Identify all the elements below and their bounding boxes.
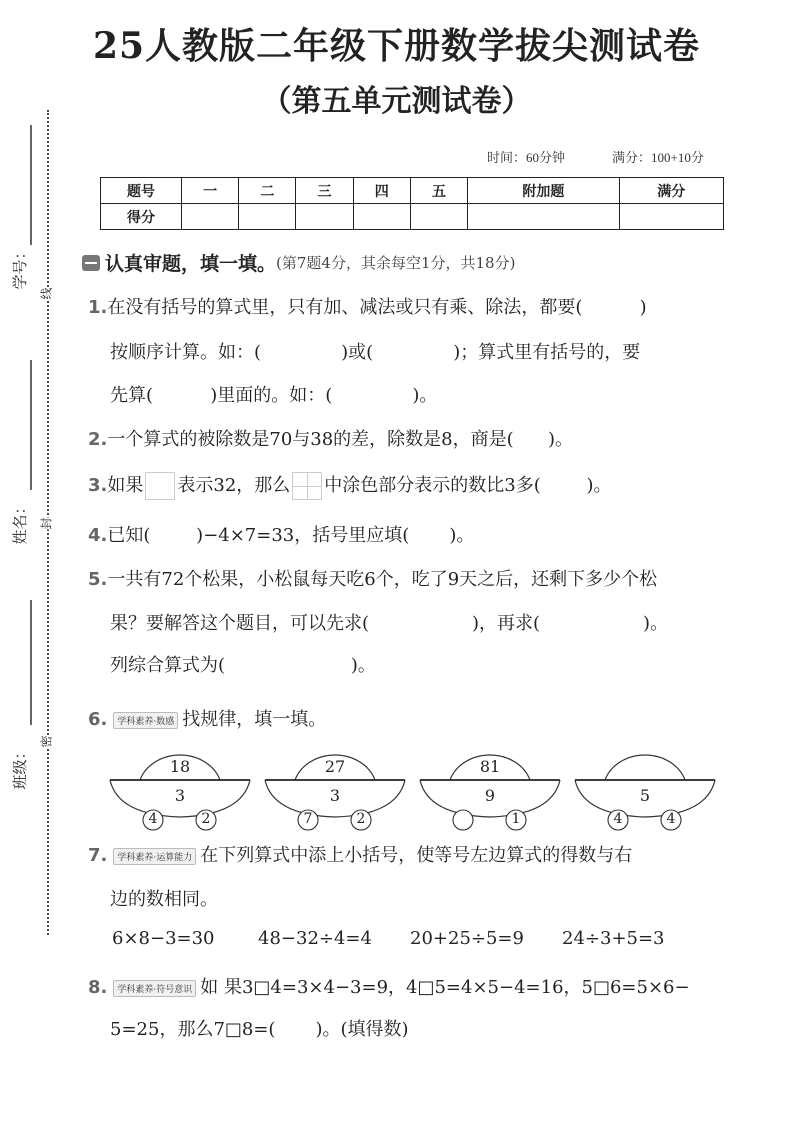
ufo-top-number: 27 [324,757,346,776]
question-text: 果？要解答这个题目，可以先求( )，再求( )。 [110,613,669,634]
expression: 6×8−3=30 [112,928,215,949]
ufo-middle-number: 3 [329,786,341,805]
table-header: 一 [182,178,239,204]
ufo-pattern-figure [573,745,723,835]
table-header: 三 [296,178,353,204]
question-number: 5. [88,569,108,590]
table-header: 满分 [619,178,723,204]
page-title: 25人教版二年级下册数学拔尖测试卷 [92,25,701,67]
question-text: 找规律，填一填。 [182,709,327,730]
table-row [101,204,724,230]
class-label: 班级： [11,744,29,790]
score-cell[interactable] [410,204,467,230]
ufo-middle-number: 9 [484,786,496,805]
question-text: 按顺序计算。如：( )或( )；算式里有括号的，要 [110,342,641,363]
question-3 [88,471,612,500]
expression: 48−32÷4=4 [258,928,372,949]
question-number: 2. [88,429,108,450]
skill-tag: 学科素养·运算能力 [113,848,196,865]
score-cell[interactable] [353,204,410,230]
section-heading [82,249,515,276]
question-text: 先算( )里面的。如：( )。 [110,385,438,406]
question-text: 5=25，那么7□8=( )。(填得数) [110,1019,409,1040]
table-header: 五 [410,178,467,204]
class-line [30,600,32,725]
ufo-pattern-figure [263,745,413,835]
question-text: 一个算式的被除数是70与38的差，除数是8，商是( )。 [107,429,574,450]
ufo-pattern-figure [108,745,258,835]
question-2 [88,425,573,451]
question-number: 7. [88,845,108,866]
ufo-left-wheel-number: 4 [148,811,158,827]
name-label: 姓名： [11,499,29,545]
score-cell[interactable] [619,204,723,230]
time-limit: 时间：60分钟 [487,150,566,165]
expression: 20+25÷5=9 [410,928,524,949]
question-number: 8. [88,977,108,998]
student-id-label: 学号： [11,244,29,290]
question-8 [88,973,690,999]
table-header: 二 [239,178,296,204]
square-figure [145,472,175,500]
table-header: 题号 [101,178,182,204]
ufo-right-wheel-number: 1 [511,811,521,827]
question-text: 一共有72个松果，小松鼠每天吃6个，吃了9天之后，还剩下多少个松 [107,569,658,590]
ufo-left-wheel-number: 7 [303,811,313,827]
question-text: 在下列算式中添上小括号，使等号左边算式的得数与右 [200,845,633,866]
skill-tag: 学科素养·符号意识 [113,980,196,997]
score-cell[interactable] [468,204,619,230]
question-6 [88,705,326,731]
question-text: 中涂色部分表示的数比3多( )。 [324,475,612,496]
ufo-left-wheel-number: 4 [613,811,623,827]
question-text: 如果 [107,475,144,496]
seal-char: 密 [39,735,54,748]
question-number: 4. [88,525,108,546]
question-number: 1. [88,297,108,318]
ufo-top-number: 81 [479,757,501,776]
question-1 [88,293,647,319]
ufo-right-wheel-number: 4 [666,811,676,827]
score-cell[interactable] [296,204,353,230]
question-text: 表示32，那么 [177,475,291,496]
question-text: 已知( )−4×7=33，括号里应填( )。 [107,525,475,546]
section-title: 认真审题，填一填。 [105,253,277,275]
question-number: 6. [88,709,108,730]
score-cell[interactable] [239,204,296,230]
ufo-top-number: 18 [169,757,191,776]
page-subtitle: （第五单元测试卷） [261,84,532,119]
divided-square-figure [292,472,322,500]
ufo-middle-number: 3 [174,786,186,805]
question-text: 如 果3□4=3×4−3=9，4□5=4×5−4=16，5□6=5×6− [200,977,690,998]
question-4 [88,521,474,547]
full-score: 满分：100+10分 [612,150,704,165]
question-text: 列综合算式为( )。 [110,655,376,676]
question-7 [88,841,632,867]
question-5 [88,565,657,591]
skill-tag: 学科素养·数感 [113,712,178,729]
score-table [100,177,724,230]
table-header: 附加题 [468,178,619,204]
question-text: 边的数相同。 [110,889,218,910]
expression: 24÷3+5=3 [562,928,665,949]
question-text: 在没有括号的算式里，只有加、减法或只有乘、除法，都要( ) [107,297,647,318]
score-cell[interactable] [182,204,239,230]
seal-char: 封 [39,517,54,530]
name-line [30,360,32,490]
section-one-icon [82,255,100,271]
section-note: (第7题4分，其余每空1分，共18分) [276,254,516,272]
ufo-right-wheel-number: 2 [356,811,366,827]
student-id-line [30,125,32,245]
ufo-pattern-figure [418,745,568,835]
row-label: 得分 [101,204,182,230]
table-header: 四 [353,178,410,204]
question-number: 3. [88,475,108,496]
seal-char: 线 [39,287,54,300]
ufo-middle-number: 5 [639,786,651,805]
ufo-right-wheel-number: 2 [201,811,211,827]
table-row [101,178,724,204]
